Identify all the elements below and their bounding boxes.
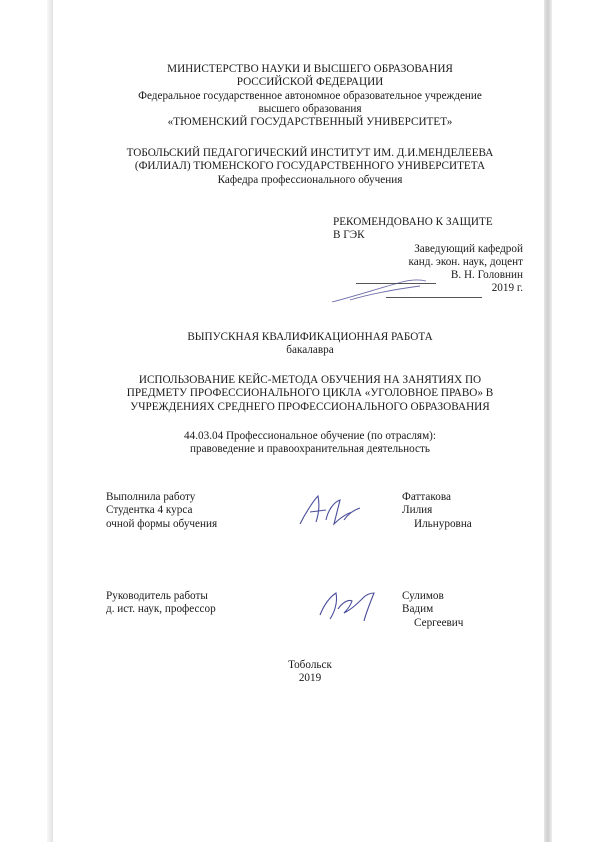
department-name: Кафедра профессионального обучения bbox=[217, 173, 403, 186]
supervisor-role-2: д. ист. наук, профессор bbox=[106, 603, 216, 616]
ministry-line-3: Федеральное государственное автономное образовательное учреждение bbox=[138, 89, 482, 102]
supervisor-surname: Сулимов bbox=[402, 590, 444, 602]
supervisor-role bbox=[106, 590, 216, 617]
approval-head-title: Заведующий кафедрой bbox=[414, 242, 523, 255]
supervisor-role-1: Руководитель работы bbox=[106, 590, 208, 602]
specialty-line-2: правоведение и правоохранительная деятельность bbox=[190, 443, 430, 456]
institute-line-1: ТОБОЛЬСКИЙ ПЕДАГОГИЧЕСКИЙ ИНСТИТУТ ИМ. Д.И.МЕНДЕЛЕЕВА bbox=[126, 147, 494, 159]
city: Тобольск bbox=[288, 659, 332, 671]
approval-head-degree: канд. экон. наук, доцент bbox=[408, 255, 523, 268]
ministry-line-2: РОССИЙСКОЙ ФЕДЕРАЦИИ bbox=[236, 76, 384, 89]
student-role bbox=[106, 491, 217, 531]
approval-line-1: РЕКОМЕНДОВАНО К ЗАЩИТЕ bbox=[333, 216, 493, 228]
approval-head-name: В. Н. Головнин bbox=[450, 269, 523, 282]
supervisor-first-name: Вадим bbox=[402, 603, 434, 616]
work-degree: бакалавра bbox=[286, 344, 334, 357]
topic-line-1: ИСПОЛЬЗОВАНИЕ КЕЙС-МЕТОДА ОБУЧЕНИЯ НА ЗАНЯТИЯХ ПО bbox=[138, 374, 482, 386]
footer bbox=[60, 659, 560, 686]
supervisor-patronymic: Сергеевич bbox=[414, 616, 464, 629]
scan-left-edge bbox=[47, 0, 53, 842]
student-role-2: Студентка 4 курса bbox=[106, 504, 193, 517]
ministry-line-1: МИНИСТЕРСТВО НАУКИ И ВЫСШЕГО ОБРАЗОВАНИЯ bbox=[167, 63, 453, 75]
supervisor-signature bbox=[316, 585, 386, 625]
head-signature bbox=[330, 276, 440, 306]
student-surname: Фаттакова bbox=[402, 491, 451, 503]
student-signature bbox=[296, 490, 366, 530]
student-patronymic: Ильнуровна bbox=[414, 517, 472, 530]
topic-line-3: УЧРЕЖДЕНИЯХ СРЕДНЕГО ПРОФЕССИОНАЛЬНОГО ОБРАЗОВАНИЯ bbox=[130, 400, 490, 413]
student-role-1: Выполнила работу bbox=[106, 491, 196, 503]
topic-line-2: ПРЕДМЕТУ ПРОФЕССИОНАЛЬНОГО ЦИКЛА «УГОЛОВНОЕ ПРАВО» В bbox=[126, 387, 494, 400]
student-role-3: очной формы обучения bbox=[106, 517, 218, 530]
work-type: ВЫПУСКНАЯ КВАЛИФИКАЦИОННАЯ РАБОТА bbox=[187, 331, 433, 343]
supervisor-name bbox=[402, 590, 463, 630]
approval-date: 2019 г. bbox=[491, 282, 523, 295]
institute-line-2: (ФИЛИАЛ) ТЮМЕНСКОГО ГОСУДАРСТВЕННОГО УНИВЕРСИТЕТА bbox=[134, 160, 486, 173]
approval-line-2: В ГЭК bbox=[333, 229, 365, 242]
year: 2019 bbox=[298, 672, 322, 685]
thesis-topic bbox=[60, 374, 560, 414]
specialty-line-1: 44.03.04 Профессиональное обучение (по отраслям): bbox=[184, 430, 436, 442]
ministry-line-4: высшего образования bbox=[258, 102, 362, 115]
institute-header bbox=[60, 147, 560, 187]
work-title bbox=[60, 331, 560, 358]
specialty bbox=[60, 430, 560, 457]
ministry-line-5: «ТЮМЕНСКИЙ ГОСУДАРСТВЕННЫЙ УНИВЕРСИТЕТ» bbox=[167, 116, 453, 129]
student-name bbox=[402, 491, 472, 531]
ministry-header bbox=[60, 63, 560, 129]
student-first-name: Лилия bbox=[402, 504, 433, 517]
